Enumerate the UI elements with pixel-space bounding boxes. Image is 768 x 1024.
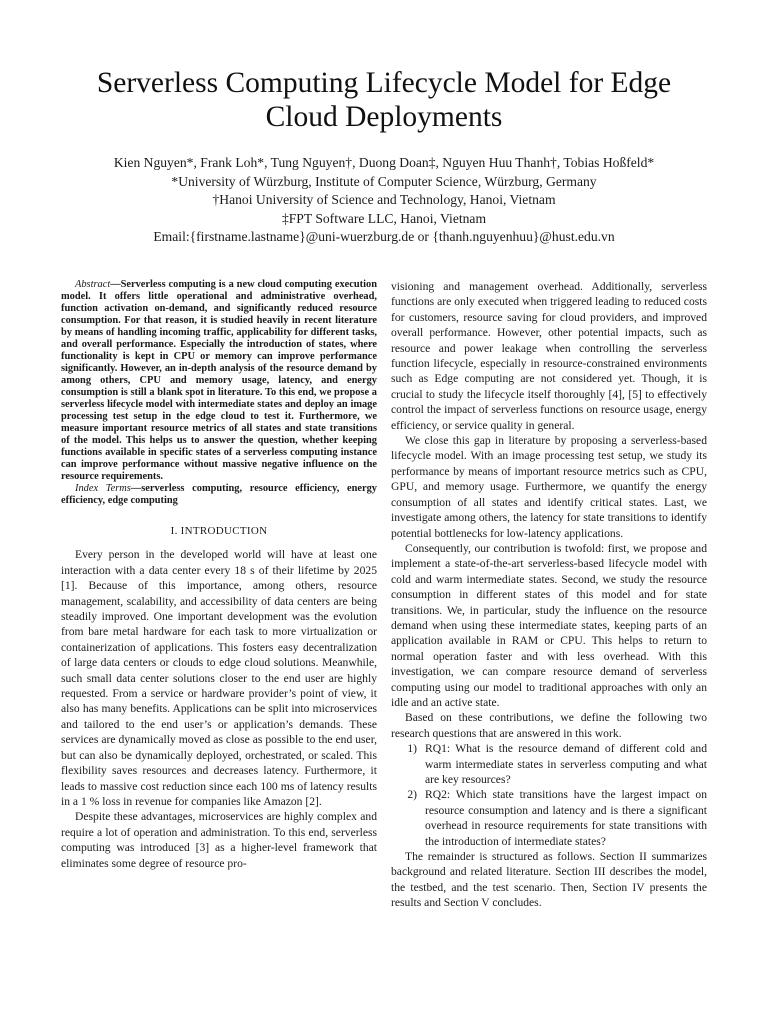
index-terms-label: Index Terms (75, 483, 131, 494)
index-terms (61, 483, 377, 507)
intro-paragraph-2: Despite these advantages, microservices are highly complex and require a lot of operation and administration. To this end, serverless computing was introduced [3] as a higher-level framework that eliminates some degree of resource pro- (61, 810, 377, 870)
list-number: 1) (407, 742, 417, 756)
affiliation-2: †Hanoi University of Science and Technology, Hanoi, Vietnam (212, 192, 556, 207)
intro-paragraph-6: The remainder is structured as follows. Section II summarizes background and related literature. Section III describes the model, the testbed, and the test scenario. Then, Section IV presents the results and Section V concludes. (391, 850, 707, 910)
abstract-text: —Serverless computing is a new cloud computing execution model. It offers little operational and administrative overhead, function activation on-demand, and significantly reduced resource consumption. For that reason, it is studied heavily in recent literature by means of handling incoming traffic, applicability for different tasks, and overall performance. Especially the introduction of states, where functionality is kept in CPU or memory can improve performance significantly. However, an in-depth analysis of the resource demand by among others, CPU and memory usage, latency, and energy consumption is still a blank spot in literature. To this end, we propose a serverless lifecycle model with intermediate states and deploy an image processing test setup in the edge cloud to test it. Furthermore, we measure important resource metrics of all states and state transitions of the model. This helps us to answer the question, whether keeping functions available in specific states of a serverless computing instance can improve performance without massive negative influence on the resource requirements. (61, 279, 377, 482)
affiliation-1: *University of Würzburg, Institute of Computer Science, Würzburg, Germany (171, 173, 597, 189)
research-question-text: RQ1: What is the resource demand of different cold and warm intermediate states in serverless computing and what are key resources? (425, 742, 707, 786)
research-question-item (391, 787, 707, 849)
section-heading-introduction: I. INTRODUCTION (170, 525, 268, 537)
abstract (61, 279, 377, 483)
intro-paragraph-5: Based on these contributions, we define the following two research questions that are answered in this work. (391, 711, 707, 740)
abstract-label: Abstract (75, 279, 111, 290)
intro-paragraph-3: We close this gap in literature by proposing a serverless-based lifecycle model. With an image processing test setup, we study its performance by means of important resource metrics such as CPU, GPU, and memory usage. Furthermore, we quantify the energy consumption of all states and identify critical states. Last, we investigate among others, the latency for state transitions to identify potential bottlenecks for low-latency applications. (391, 434, 707, 540)
list-number: 2) (407, 788, 417, 802)
intro-paragraph-4: Consequently, our contribution is twofold: first, we propose and implement a state-of-the-art serverless-based lifecycle model with cold and warm intermediate states. Second, we study the resource consumption in different states of this model and for state transitions. We, in particular, study the influence on the resource demand when using these intermediate states, keeping parts of an application available in RAM or CPU. This helps to return to normal operation faster and with less overhead. With this investigation, we can compare resource demand of serverless computing using our model to traditional approaches with only an idle and an active state. (391, 541, 707, 709)
title-line-2: Cloud Deployments (265, 101, 503, 133)
research-question-list (391, 741, 707, 849)
title-line-1: Serverless Computing Lifecycle Model for Edge (96, 67, 672, 99)
affiliation-3: ‡FPT Software LLC, Hanoi, Vietnam (281, 210, 487, 226)
index-terms-text: —serverless computing, resource efficiency, energy efficiency, edge computing (61, 483, 377, 506)
research-question-text: RQ2: Which state transitions have the largest impact on resource consumption and latency and is there a significant overhead in resource requirements for state transitions with the introduction of intermediate states? (425, 788, 707, 848)
intro-paragraph-2-continued: visioning and management overhead. Additionally, serverless functions are only executed when triggered leading to reduced costs for customers, resource saving for cloud providers, and improved overall performance. However, other potential impacts, such as resource and power leakage when controlling the serverless function lifecycle, especially in resource-constrained environments such as Edge computing are not considered yet. Though, it is crucial to study the lifecycle itself thoroughly [4], [5] to effectively control the impact of serverless functions on resource usage, energy efficiency, or service quality in general. (391, 280, 707, 432)
author-list: Kien Nguyen*, Frank Loh*, Tung Nguyen†, Duong Doan‡, Nguyen Huu Thanh†, Tobias Hoßfeld* (113, 155, 655, 170)
intro-paragraph-1: Every person in the developed world will have at least one interaction with a data center every 18 s of their lifetime by 2025 [1]. Because of this importance, among others, resource management, scalability, and accessibility of data centers are being steadily improved. One important development was the evolution from bare metal hardware for each task to more virtualization or containerization of applications. This fosters easy decentralization of large data centers or clouds to edge cloud solutions. Meanwhile, such small data center solutions closer to the end user are highly requested. From a service or hardware provider’s point of view, it also has many benefits. Applications can be split into microservices and tailored to the end user’s or application’s demands. These services are dynamically moved as close as possible to the end user, but can also be dynamically deployed, orchestrated, or scaled. This flexibility saves resources and decreases latency. Furthermore, it leads to massive cost reduction since each 100 ms of latency results in a 1 % loss in revenue for companies like Amazon [2]. (61, 548, 377, 808)
paper-title (40, 66, 728, 134)
author-block (40, 154, 728, 247)
left-column (61, 279, 377, 871)
right-column (391, 279, 707, 911)
research-question-item (391, 741, 707, 787)
author-email: Email:{firstname.lastname}@uni-wuerzburg.de or {thanh.nguyenhuu}@hust.edu.vn (153, 229, 615, 244)
